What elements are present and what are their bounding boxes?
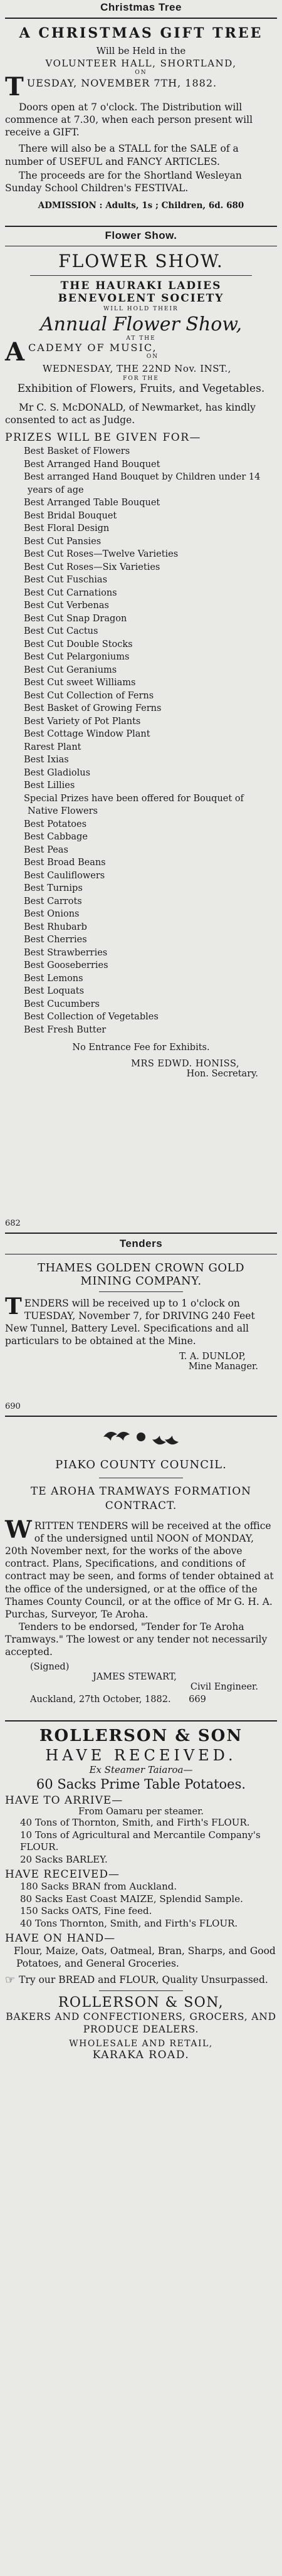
signer: T. A. DUNLOP, [179, 1351, 246, 1362]
prize-item: Best Broad Beans [24, 858, 106, 868]
prize-item: Best Basket of Growing Ferns [24, 703, 162, 714]
society-name: BENEVOLENT SOCIETY [58, 292, 224, 305]
piako-advert [5, 1458, 277, 1705]
decorative-ornament-icon [5, 1424, 277, 1449]
company-name: MINING COMPANY. [80, 1275, 202, 1288]
prize-item: Best Ixias [24, 755, 69, 765]
show-date: WEDNESDAY, THE 22ND Nov. INST., [43, 363, 231, 374]
prizes-heading: PRIZES WILL BE GIVEN FOR— [5, 431, 201, 444]
divider [5, 226, 277, 227]
drop-cap: T [5, 72, 24, 102]
prize-item: Rarest Plant [24, 742, 81, 752]
judge-note: Mr C. S. McDONALD, of Newmarket, has kindly consented to act as Judge. [5, 401, 256, 426]
section-header-christmas [5, 1, 277, 14]
tender-body [5, 1293, 277, 1348]
divider [5, 1416, 277, 1417]
prize-item: Best Cucumbers [24, 999, 100, 1009]
try-line [5, 1974, 277, 1987]
prize-item: Best Cut Pelargoniums [24, 652, 130, 663]
divider [5, 18, 277, 19]
prize-item: Best Cauliflowers [24, 870, 105, 881]
piako-body [5, 1515, 277, 1621]
prize-item: Best Bridal Bouquet [24, 510, 117, 521]
tender-text: ENDERS will be received up to 1 o'clock on TUESDAY, November 7, for DRIVING 240 Feet New Tunnel, Battery Level. Specifications and all particulars to be obtained at the Mine. [5, 1298, 255, 1347]
prize-item: Best Cherries [24, 935, 87, 945]
prize-item: Special Prizes have been offered for Bouquet of Native Flowers [24, 793, 244, 817]
advert-venue: VOLUNTEER HALL, SHORTLAND, [45, 57, 237, 69]
for-the: FOR THE [123, 376, 159, 382]
signer-title: Hon. Secretary. [186, 1069, 258, 1080]
received-list [5, 1881, 277, 1930]
prize-item: Best Cottage Window Plant [24, 729, 150, 740]
section-title: Flower Show. [105, 229, 177, 241]
academy-text: CADEMY OF MUSIC, [28, 342, 157, 354]
prize-item: Best Loquats [24, 986, 85, 997]
signer: JAMES STEWART, [93, 1672, 177, 1683]
annual-show: Annual Flower Show, [39, 313, 243, 335]
advert-date-text: UESDAY, NOVEMBER 7TH, 1882. [26, 77, 217, 89]
rule-short [99, 1990, 183, 1991]
prize-item: Best Potatoes [24, 819, 87, 829]
section-header-flower [5, 229, 277, 242]
from-oamaru: From Oamaru per steamer. [78, 1807, 204, 1817]
dateline [5, 1695, 277, 1705]
contract-title: TE AROHA TRAMWAYS FORMATION CONTRACT. [30, 1485, 252, 1512]
arrive-list [5, 1817, 277, 1866]
drop-cap: W [5, 1515, 32, 1543]
signer: MRS EDWD. HONISS, [131, 1059, 239, 1070]
advert-paragraph: The proceeds are for the Shortland Wesleyan Sunday School Children's FESTIVAL. [5, 169, 242, 194]
section-title: Tenders [119, 1238, 163, 1249]
prize-item: Best Basket of Flowers [24, 446, 130, 457]
prize-item: Best Cut Geraniums [24, 665, 117, 675]
advert-title: ROLLERSON & SON [39, 1727, 243, 1745]
received-item: 80 Sacks East Coast MAIZE, Splendid Sample. [20, 1893, 243, 1905]
signer-title: Mine Manager. [188, 1361, 258, 1372]
arrive-item: 10 Tons of Agricultural and Mercantile Company's FLOUR. [20, 1829, 261, 1853]
divider [5, 1720, 277, 1722]
advert-paragraph: Doors open at 7 o'clock. The Distribution will commence at 7.30, when each person present will receive a GIFT. [5, 102, 253, 139]
prize-item: Best Fresh Butter [24, 1024, 107, 1035]
ex-steamer: Ex Steamer Taiaroa— [89, 1764, 193, 1775]
drop-cap: A [5, 337, 26, 367]
society-name: THE HAURAKI LADIES [60, 280, 222, 292]
at-the: AT THE [126, 335, 156, 342]
prize-item: Best Peas [24, 844, 68, 855]
signer-title: Civil Engineer. [190, 1682, 258, 1693]
prize-list [5, 445, 277, 1036]
piako-text: RITTEN TENDERS will be received at the office of the undersigned until NOON of MONDAY, 20th November next, for the works of the above contract. Plans, Specifications, and conditions of contract may be seen, and forms of tender obtained at the office of the undersigned, or at the office of the Thames County Council, or at the office of Mr G. H. A. Purchas, Surveyor, Te Aroha. [5, 1520, 274, 1620]
advert-title-2: ROLLERSON & SON, [58, 1995, 224, 2011]
admission-line: ADMISSION : Adults, 1s ; Children, 6d. 680 [38, 200, 244, 211]
flower-advert [5, 251, 277, 1079]
prize-item: Best Rhubarb [24, 922, 87, 932]
received-heading: HAVE RECEIVED— [5, 1868, 120, 1881]
prize-item: Best Cut Pansies [24, 536, 102, 547]
ad-ref-number: 690 [5, 1402, 21, 1411]
ornament-icon [91, 1424, 191, 1449]
prize-item: Best Collection of Vegetables [24, 1012, 159, 1023]
prize-item: Best Strawberries [24, 947, 108, 958]
tender-advert [5, 1261, 277, 1372]
prize-item: Best Cut Fuschias [24, 575, 108, 586]
prize-item: Best Carrots [24, 896, 82, 907]
arrive-item: 20 Sacks BARLEY. [20, 1853, 108, 1865]
piako-endorse: Tenders to be endorsed, "Tender for Te Aroha Tramways." The lowest or any tender not necessarily accepted. [5, 1621, 268, 1658]
section-header-tenders [5, 1238, 277, 1250]
bakers-line: BAKERS AND CONFECTIONERS, GROCERS, AND PRODUCE DEALERS. [6, 2011, 276, 2036]
prize-item: Best Onions [24, 909, 80, 920]
company-name: THAMES GOLDEN CROWN GOLD [37, 1261, 245, 1275]
prize-item: Best Cut Collection of Ferns [24, 690, 154, 701]
will-hold: WILL HOLD THEIR [103, 306, 179, 312]
divider [5, 1233, 277, 1234]
prize-item: Best Cut Roses—Six Varieties [24, 562, 160, 572]
prize-item: Best Arranged Hand Bouquet [24, 459, 160, 470]
ad-ref-number: 669 [189, 1695, 206, 1705]
council-name: PIAKO COUNTY COUNCIL. [55, 1458, 227, 1471]
received-item: 180 Sacks BRAN from Auckland. [20, 1881, 177, 1892]
received-item: 150 Sacks OATS, Fine feed. [20, 1905, 152, 1916]
section-title: Christmas Tree [100, 1, 182, 13]
prize-item: Best Lillies [24, 781, 75, 791]
prize-item: Best Cut Cactus [24, 626, 98, 637]
rollerson-advert [5, 1727, 277, 2061]
prize-item: Best Variety of Pot Plants [24, 716, 141, 727]
try-text: Try our BREAD and FLOUR, Quality Unsurpassed. [19, 1974, 268, 1986]
ad-ref-number: 682 [5, 1219, 21, 1228]
advert-on: ON [135, 70, 147, 76]
on-hand-heading: HAVE ON HAND— [5, 1932, 116, 1945]
dateline-text: Auckland, 27th October, 1882. [30, 1695, 171, 1705]
sixty-sacks: 60 Sacks Prime Table Potatoes. [36, 1777, 246, 1792]
christmas-advert [5, 25, 277, 211]
advert-title: A CHRISTMAS GIFT TREE [19, 25, 263, 41]
advert-paragraph: There will also be a STALL for the SALE of a number of USEFUL and FANCY ARTICLES. [5, 143, 239, 167]
advert-title: FLOWER SHOW. [58, 251, 224, 271]
prize-item: Best Cut Roses—Twelve Varieties [24, 549, 179, 560]
exhibition: Exhibition of Flowers, Fruits, and Vegetables. [17, 382, 265, 395]
prize-item: Best Cut sweet Williams [24, 678, 136, 688]
prize-item: Best Arranged Table Bouquet [24, 498, 160, 508]
advert-line: Will be Held in the [96, 45, 186, 56]
prize-item: Best Floral Design [24, 523, 110, 534]
prize-item: Best Cabbage [24, 832, 88, 843]
received-item: 40 Tons Thornton, Smith, and Firth's FLOUR. [20, 1917, 238, 1929]
prize-item: Best Cut Verbenas [24, 601, 109, 611]
prize-item: Best Cut Carnations [24, 587, 117, 598]
on: ON [146, 354, 159, 360]
prize-item: Best Lemons [24, 973, 83, 984]
prize-item: Best Gooseberries [24, 960, 108, 971]
have-received: HAVE RECEIVED. [45, 1747, 237, 1764]
rule-short [30, 275, 252, 276]
prize-item: Best Gladiolus [24, 767, 91, 778]
signed: (Signed) [30, 1662, 70, 1673]
prize-item: Best Cut Double Stocks [24, 639, 133, 649]
drop-cap: T [5, 1293, 22, 1320]
rule-short [99, 1291, 183, 1292]
karaka-road: KARAKA ROAD. [92, 2048, 190, 2061]
wholesale-line: WHOLESALE AND RETAIL, [69, 2038, 213, 2049]
prize-item: Best Cut Snap Dragon [24, 613, 127, 624]
to-arrive-heading: HAVE TO ARRIVE— [5, 1794, 123, 1807]
no-entrance: No Entrance Fee for Exhibits. [72, 1043, 210, 1053]
on-hand-body: Flour, Maize, Oats, Oatmeal, Bran, Sharps, and Good Potatoes, and General Groceries. [14, 1945, 276, 1970]
pointing-hand-icon: ☞ [5, 1974, 16, 1987]
prize-item: Best arranged Hand Bouquet by Children under 14 years of age [24, 472, 261, 495]
prize-item: Best Turnips [24, 883, 83, 894]
arrive-item: 40 Tons of Thornton, Smith, and Firth's FLOUR. [20, 1817, 250, 1828]
